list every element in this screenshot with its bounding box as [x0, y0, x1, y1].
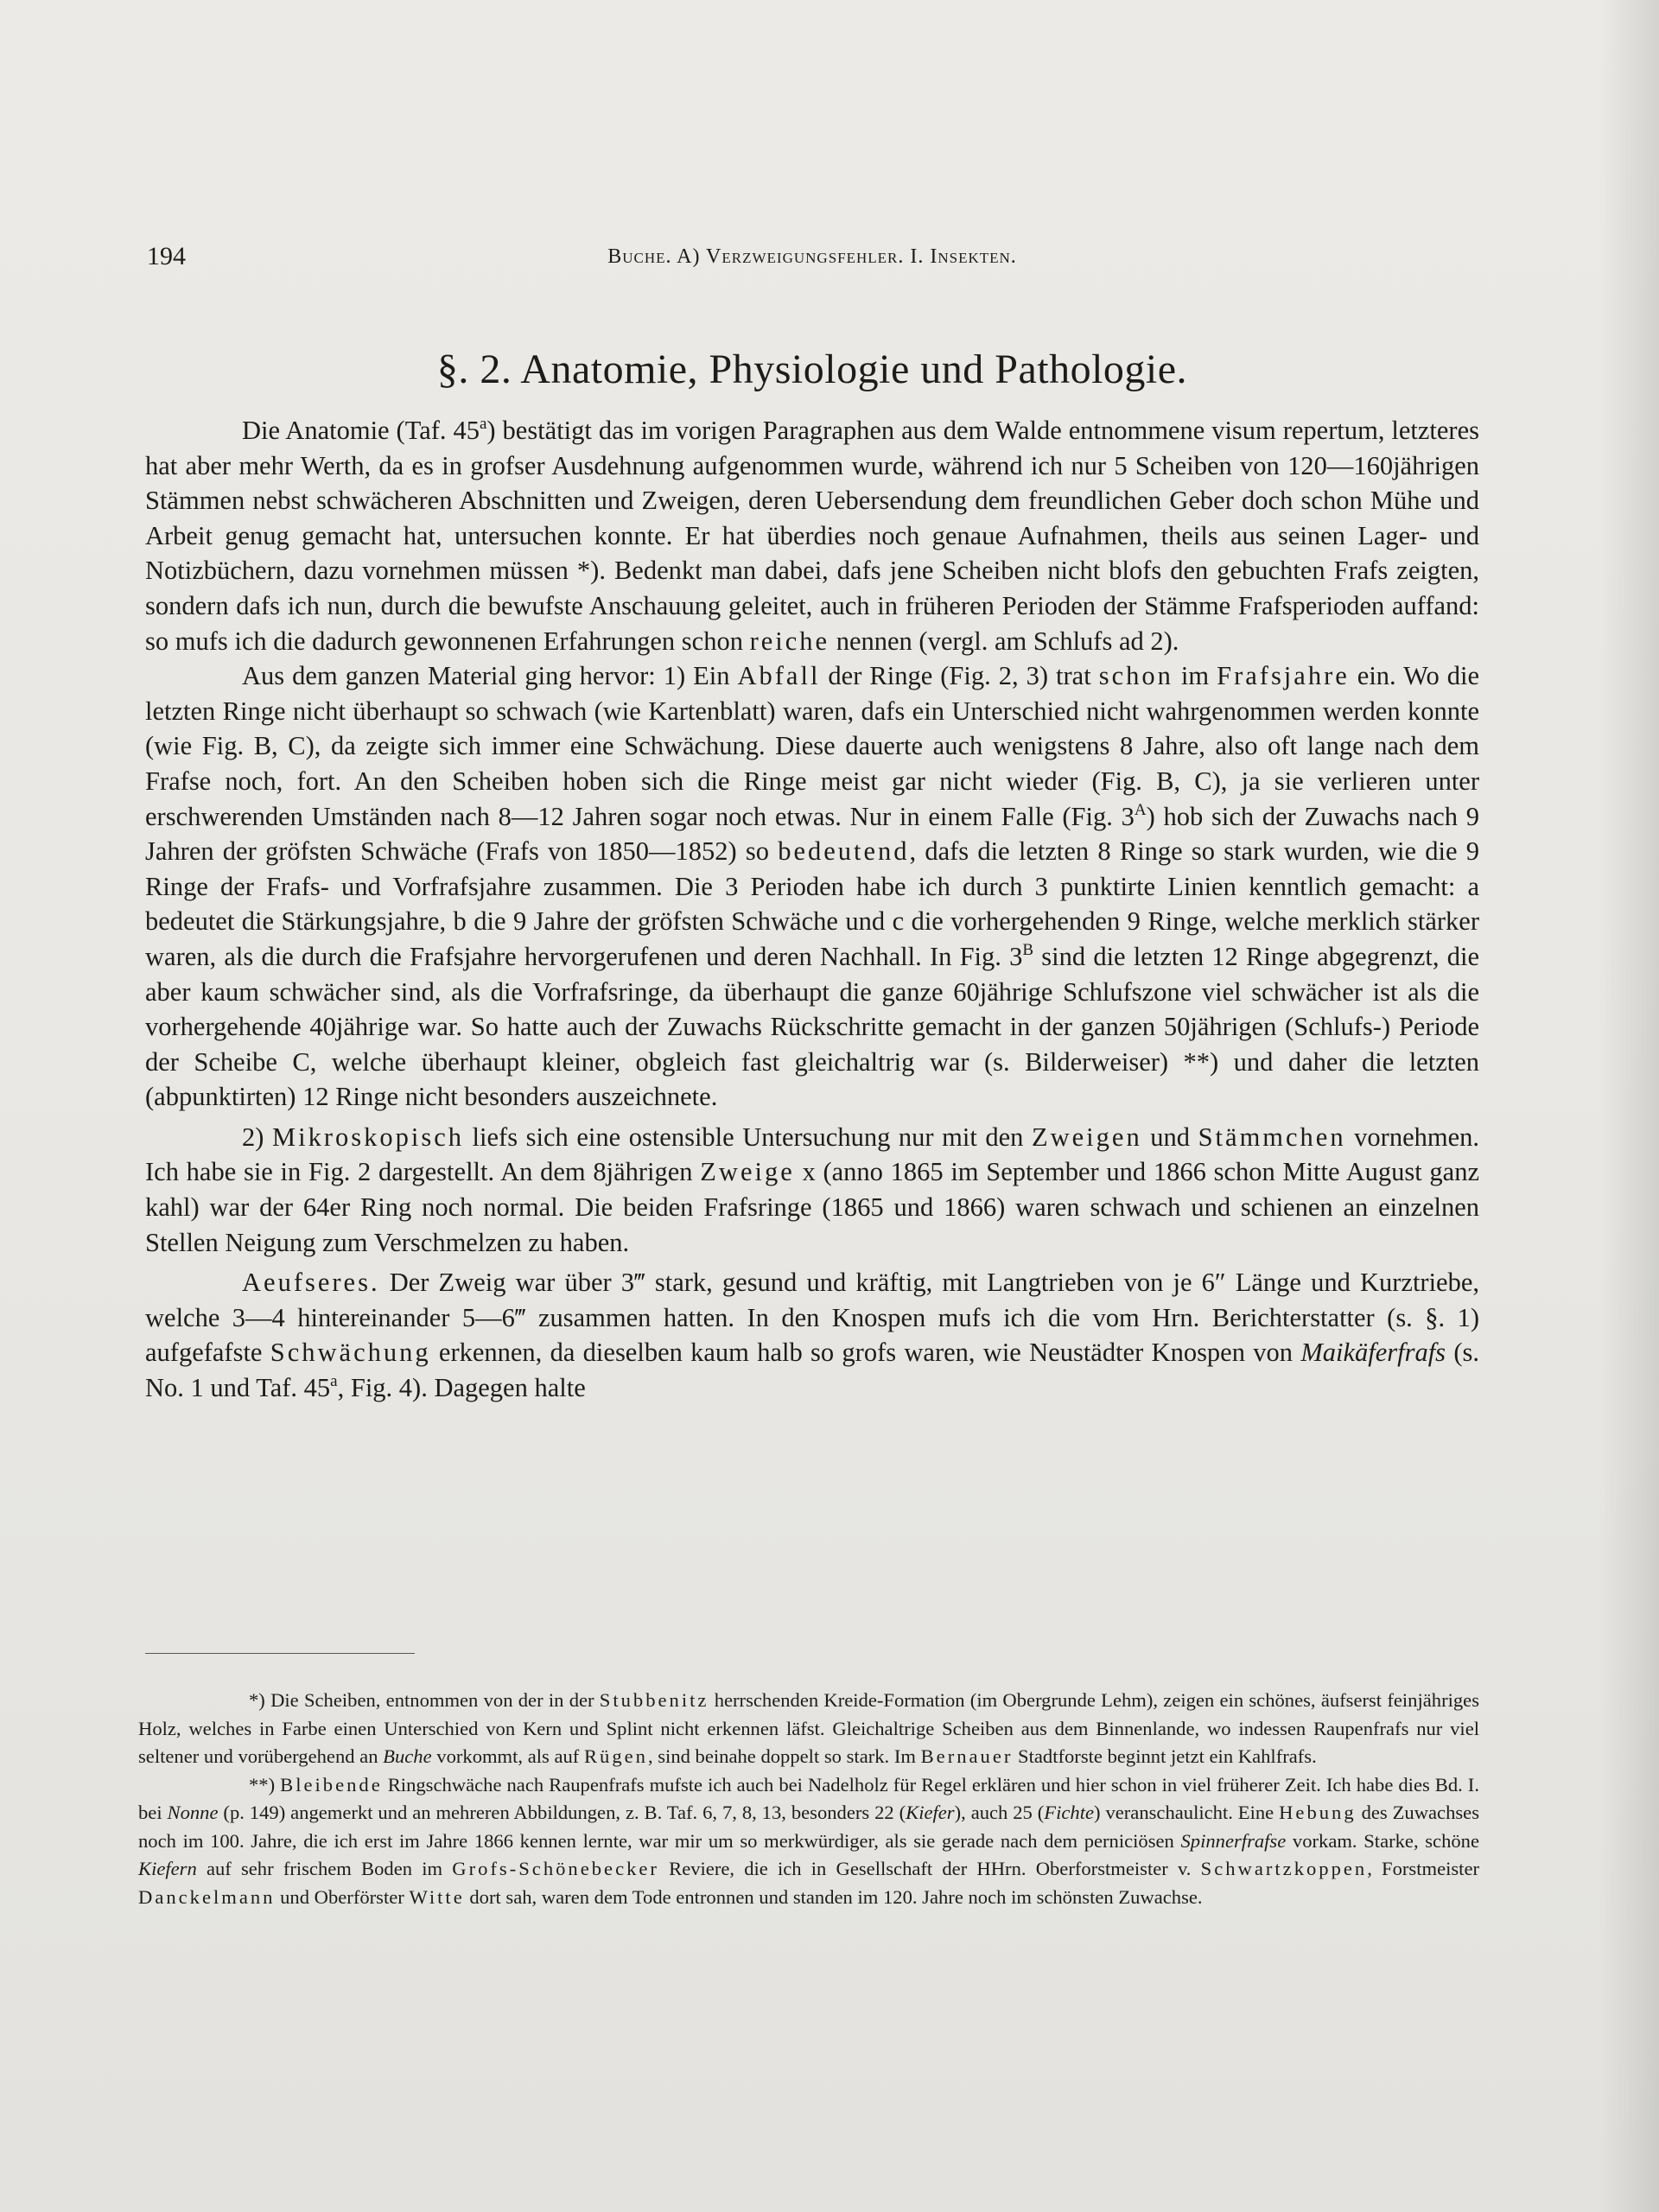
spaced-emphasis: Witte: [409, 1885, 465, 1908]
text-run: , Forstmeister: [1367, 1858, 1479, 1879]
spaced-emphasis: Schwartzkoppen: [1200, 1858, 1368, 1879]
spaced-emphasis: Schwächung: [270, 1338, 431, 1368]
footnote-1: [138, 1687, 1479, 1771]
text-run: Stadtforste beginnt jetzt ein Kahlfrafs.: [1013, 1745, 1317, 1767]
text-run: vorkam. Starke, schöne: [1286, 1829, 1479, 1852]
body-text: [145, 413, 1479, 1406]
text-run: (s. No. 1 und Taf. 45: [145, 1338, 1480, 1403]
text-run: der Ringe (Fig. 2, 3) trat: [820, 661, 1099, 691]
text-run: (p. 149) angemerkt und an mehreren Abbildungen, z. B. Taf. 6, 7, 8, 13, besonders 22 (: [218, 1802, 906, 1823]
text-run: dort sah, waren dem Tode entronnen und standen im 120. Jahre noch im schönsten Zuwachse.: [464, 1885, 1203, 1908]
text-run: Aus dem ganzen Material ging hervor: 1) Ein: [242, 661, 738, 691]
superscript: B: [1022, 940, 1034, 959]
italic-term: Maikäferfrafs: [1300, 1338, 1446, 1368]
superscript: a: [479, 415, 487, 433]
text-run: , dafs die letzten 8 Ringe so stark wurden, wie die 9 Ringe der Frafs- und Vorfrafsjahre zusammen. Die 3 Perioden habe ich durch 3 punktirte Linien kenntlich gemacht: a bedeutet die Stärkungsjahre, b die 9 Jahre der gröfsten Schwäche und c die vorhergehenden 9 Ringe, welche merklich stärker waren, als die durch die Frafsjahre hervorgerufenen und deren Nachhall. In Fig. 3: [145, 836, 1479, 971]
text-run: Reviere, die ich in Gesellschaft der HHrn. Oberforstmeister v.: [658, 1858, 1201, 1879]
footnote-rule: [145, 1653, 415, 1654]
spaced-emphasis: Hebung: [1279, 1802, 1357, 1823]
text-run: ), auch 25 (: [954, 1802, 1045, 1823]
text-run: , Fig. 4). Dagegen halte: [337, 1373, 586, 1403]
text-run: 2): [242, 1122, 272, 1152]
italic-term: Buche: [383, 1745, 432, 1767]
spaced-emphasis: Mikroskopisch: [271, 1122, 464, 1152]
text-run: *) Die Scheiben, entnommen von der in der: [249, 1689, 600, 1711]
superscript: A: [1134, 800, 1147, 819]
spaced-emphasis: reiche: [749, 626, 830, 656]
spaced-emphasis: bedeutend: [778, 836, 910, 867]
paragraph-4: [145, 1265, 1479, 1405]
spaced-emphasis: Bleibende: [280, 1773, 383, 1796]
footnotes: [138, 1687, 1479, 1911]
text-run: vornehmen. Ich habe sie in Fig. 2 dargestellt. An dem 8jährigen: [145, 1122, 1479, 1187]
italic-term: Fichte: [1044, 1802, 1095, 1823]
text-run: x (anno 1865 im September und 1866 schon Mitte August ganz kahl) war der 64er Ring noch normal. Die beiden Frafsringe (1865 und 1866) waren schwach und schienen an einzelnen Stellen Neigung zum Verschmelzen zu haben.: [145, 1157, 1479, 1257]
text-run: auf sehr frischem Boden im: [196, 1858, 453, 1879]
paragraph-1: [145, 413, 1479, 658]
superscript: a: [330, 1372, 338, 1391]
spaced-emphasis: Aeufseres.: [242, 1268, 380, 1298]
text-run: , sind beinahe doppelt so stark. Im: [647, 1745, 921, 1767]
text-run: ) bestätigt das im vorigen Paragraphen aus dem Walde entnommene visum repertum, letzteres hat aber mehr Werth, da es in grofser Ausdehnung aufgenommen wurde, während ich nur 5 Scheiben von 120—160jährigen Stämmen nebst schwächeren Abschnitten und Zweigen, deren Uebersendung dem freundlichen Geber doch schon Mühe und Arbeit genug gemacht hat, untersuchen konnte. Er hat überdies noch genaue Aufnahmen, theils aus seinen Lager- und Notizbüchern, dazu vornehmen müssen *). Bedenkt man dabei, dafs jene Scheiben nicht blofs den gebuchten Frafs zeigten, sondern dafs ich nun, durch die bewufste Anschauung geleitet, auch in früheren Perioden der Stämme Frafsperioden auffand: so mufs ich die dadurch gewonnenen Erfahrungen schon: [145, 416, 1479, 656]
spaced-emphasis: Grofs-Schönebecker: [452, 1858, 659, 1879]
text-run: Der Zweig war über 3‴ stark, gesund und kräftig, mit Langtrieben von je 6″ Länge und Kurztriebe, welche 3—4 hintereinander 5—6‴ zusammen hatten. In den Knospen mufs ich die vom Hrn. Berichterstatter (s. §. 1) aufgefafste: [145, 1268, 1479, 1368]
paragraph-2: [145, 658, 1479, 1115]
italic-term: Nonne: [167, 1802, 219, 1823]
spaced-emphasis: Bernauer: [920, 1745, 1014, 1767]
text-run: Die Anatomie (Taf. 45: [242, 416, 480, 445]
spaced-emphasis: Abfall: [737, 661, 821, 691]
paragraph-3: [145, 1120, 1479, 1260]
text-run: herrschenden Kreide-Formation (im Obergrunde Lehm), zeigen ein schönes, äufserst feinjähriges Holz, welches in Farbe einen Unterschied von Kern und Splint nicht erkennen läfst. Gleichaltrige Scheiben aus dem Binnenlande, wo indessen Raupenfrafs nur viel seltener und vorübergehend an: [138, 1689, 1479, 1767]
page-number: 194: [147, 242, 186, 270]
running-title: Buche. A) Verzweigungsfehler. I. Insekten.: [607, 245, 1017, 268]
italic-term: Kiefer: [906, 1802, 955, 1823]
text-run: erkennen, da dieselben kaum halb so grofs waren, wie Neustädter Knospen von: [430, 1338, 1301, 1368]
spaced-emphasis: Zweigen: [1031, 1122, 1142, 1152]
footnote-2: [138, 1771, 1479, 1912]
text-run: **): [249, 1773, 281, 1796]
running-head: [147, 242, 1478, 285]
italic-term: Kiefern: [138, 1858, 197, 1879]
section-title: §. 2. Anatomie, Physiologie und Pathologie.: [436, 346, 1188, 392]
text-run: und Oberförster: [275, 1885, 410, 1908]
spaced-emphasis: Rügen: [583, 1745, 648, 1767]
text-run: sind die letzten 12 Ringe abgegrenzt, die aber kaum schwächer sind, als die Vorfrafsringe, da überhaupt die ganze 60jährige Schlufszone viel schwächer ist als die vorhergehende 40jährige war. So hatte auch der Zuwachs Rückschritte gemacht in der ganzen 50jährigen (Schlufs-) Periode der Scheibe C, welche überhaupt kleiner, obgleich fast gleichaltrig war (s. Bilderweiser) **) und daher die letzten (abpunktirten) 12 Ringe nicht besonders auszeichnete.: [145, 941, 1479, 1112]
text-run: des Zuwachses noch im 100. Jahre, die ich erst im Jahre 1866 kennen lernte, war mir um so merkwürdiger, als sie gerade nach dem perniciösen: [138, 1802, 1479, 1852]
text-run: ein. Wo die letzten Ringe nicht überhaupt so schwach (wie Kartenblatt) waren, dafs ein Unterschied nicht wahrgenommen werden konnte (wie Fig. B, C), da zeigte sich immer eine Schwächung. Diese dauerte auch wenigstens 8 Jahre, also oft lange nach dem Frafse noch, fort. An den Scheiben hoben sich die Ringe meist gar nicht wieder (Fig. B, C), ja sie verlieren unter erschwerenden Umständen nach 8—12 Jahren sogar noch etwas. Nur in einem Falle (Fig. 3: [145, 661, 1479, 831]
spaced-emphasis: schon: [1098, 661, 1173, 691]
text-run: ) veranschaulicht. Eine: [1094, 1802, 1280, 1823]
text-run: Ringschwäche nach Raupenfrafs mufste ich auch bei Nadelholz für Regel erklären und hier schon in viel früherer Zeit. Ich habe dies Bd. I. bei: [138, 1773, 1479, 1823]
text-run: vorkommt, als auf: [431, 1745, 584, 1767]
spaced-emphasis: Frafsjahre: [1217, 661, 1350, 691]
text-run: ) hob sich der Zuwachs nach 9 Jahren der gröfsten Schwäche (Frafs von 1850—1852) so: [145, 801, 1479, 867]
italic-term: Spinnerfrafse: [1180, 1829, 1287, 1852]
spaced-emphasis: Stämmchen: [1198, 1122, 1346, 1152]
text-run: im: [1173, 661, 1217, 691]
spaced-emphasis: Zweige: [700, 1157, 795, 1187]
spaced-emphasis: Danckelmann: [138, 1885, 276, 1908]
text-run: und: [1141, 1122, 1198, 1152]
text-run: liefs sich eine ostensible Untersuchung nur mit den: [463, 1122, 1032, 1152]
text-run: nennen (vergl. am Schlufs ad 2).: [830, 626, 1179, 656]
spaced-emphasis: Stubbenitz: [599, 1689, 709, 1711]
